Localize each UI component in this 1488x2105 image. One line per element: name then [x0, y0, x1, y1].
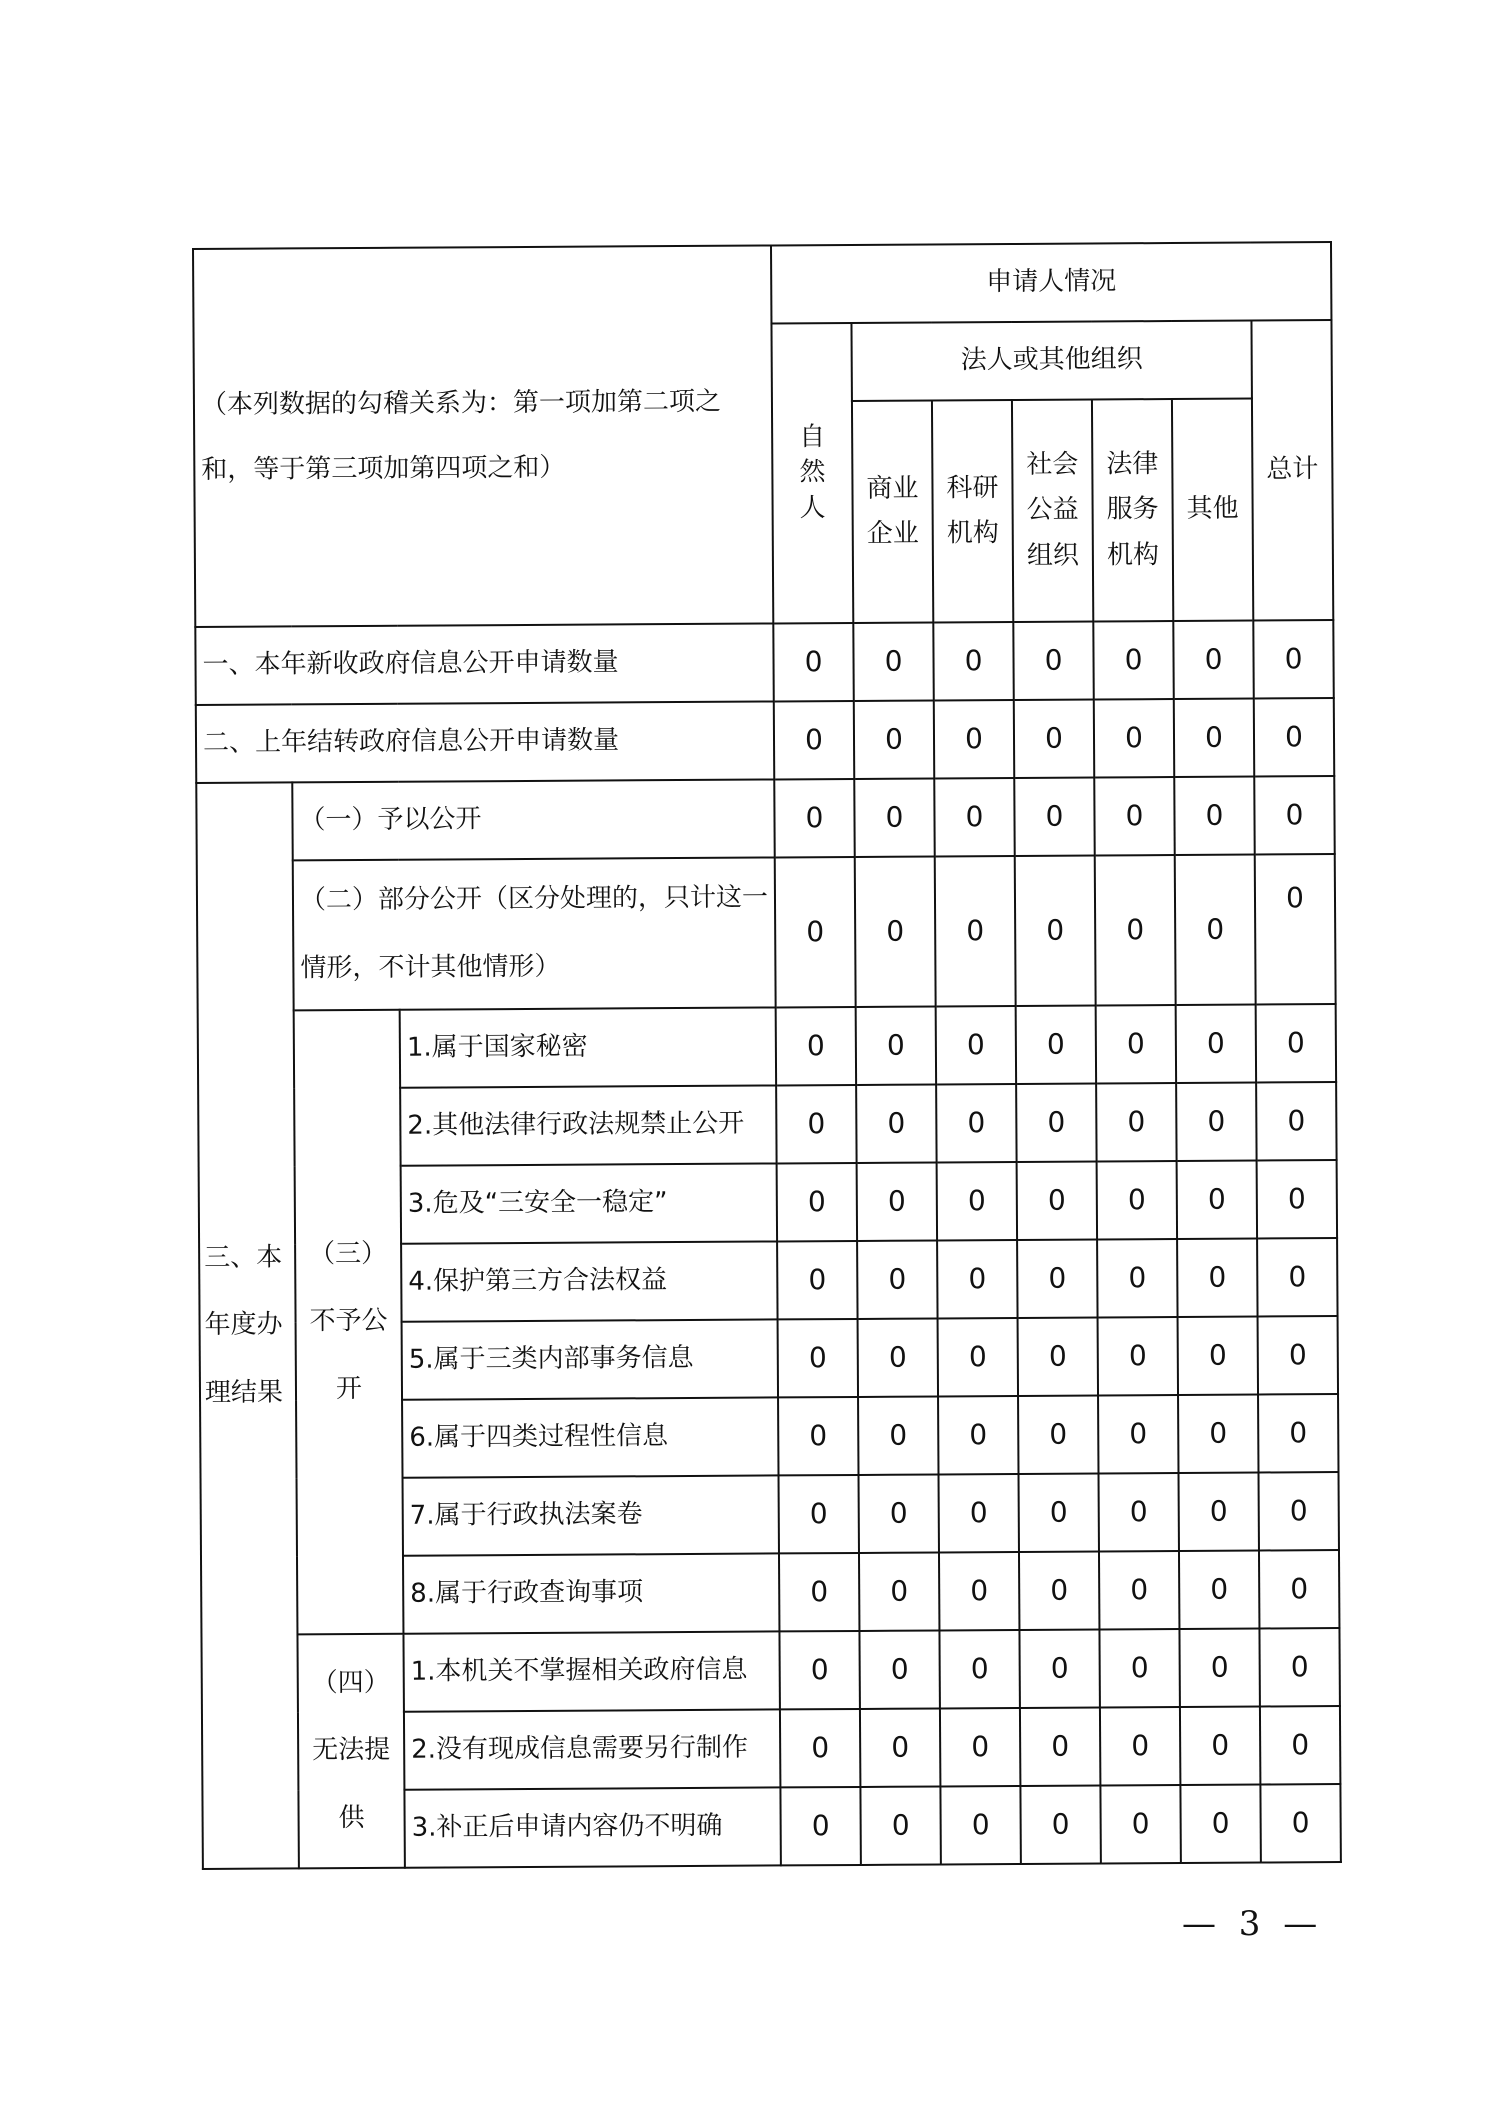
cell-value: 0 [1015, 855, 1096, 1005]
cell-value: 0 [1255, 854, 1336, 1004]
cell-value: 0 [940, 1708, 1020, 1786]
cell-value: 0 [1014, 699, 1094, 777]
cell-value: 0 [780, 1709, 860, 1787]
cell-value: 0 [1260, 1706, 1340, 1784]
cell-value: 0 [937, 1240, 1017, 1318]
cell-value: 0 [779, 1475, 859, 1553]
public-welfare-header: 社会公益组织 [1012, 400, 1093, 622]
cell-value: 0 [1018, 1317, 1098, 1395]
row-label: 二、上年结转政府信息公开申请数量 [196, 701, 774, 783]
cell-value: 0 [935, 856, 1016, 1006]
row-label: 1.本机关不掌握相关政府信息 [403, 1631, 780, 1711]
cell-value: 0 [1098, 1317, 1178, 1395]
table-row [196, 776, 1334, 861]
cell-value: 0 [1254, 776, 1334, 854]
cell-value: 0 [777, 1163, 857, 1241]
cell-value: 0 [778, 1397, 858, 1475]
cell-value: 0 [1019, 1551, 1099, 1629]
cell-value: 0 [859, 1630, 939, 1708]
cell-value: 0 [1177, 1161, 1257, 1239]
cell-value: 0 [774, 701, 854, 779]
cell-value: 0 [1253, 620, 1333, 698]
cell-value: 0 [934, 700, 1014, 778]
cell-value: 0 [774, 779, 854, 857]
cell-value: 0 [778, 1319, 858, 1397]
cell-value: 0 [1173, 621, 1253, 699]
row-label: 3.补正后申请内容仍不明确 [404, 1787, 781, 1867]
row-label: 2.其他法律行政法规禁止公开 [400, 1085, 777, 1165]
cell-value: 0 [858, 1318, 938, 1396]
table-row [198, 1004, 1336, 1089]
cell-value: 0 [1259, 1550, 1339, 1628]
cell-value: 0 [856, 1084, 936, 1162]
table-row [197, 854, 1336, 1011]
cell-value: 0 [1016, 1005, 1096, 1083]
applicant-header: 申请人情况 [771, 242, 1331, 323]
cell-value: 0 [936, 1084, 1016, 1162]
cell-value: 0 [1016, 1083, 1096, 1161]
cell-value: 0 [938, 1318, 1018, 1396]
cell-value: 0 [853, 622, 933, 700]
cell-value: 0 [857, 1240, 937, 1318]
cell-value: 0 [1017, 1161, 1097, 1239]
cell-value: 0 [1099, 1551, 1179, 1629]
row-label: 一、本年新收政府信息公开申请数量 [195, 623, 773, 705]
row-label: 1.属于国家秘密 [400, 1007, 777, 1087]
cell-value: 0 [1014, 777, 1094, 855]
legal-service-header: 法律服务机构 [1092, 399, 1173, 621]
cell-value: 0 [1179, 1629, 1259, 1707]
cell-value: 0 [1018, 1395, 1098, 1473]
commercial-enterprise-header: 商业企业 [852, 400, 933, 622]
section-three-label: 三、本年度办理结果 [196, 782, 299, 1869]
table-row [201, 1628, 1339, 1713]
cell-value: 0 [1258, 1394, 1338, 1472]
cell-value: 0 [934, 778, 1014, 856]
cell-value: 0 [940, 1786, 1020, 1864]
group-unavailable-label: （四）无法提供 [297, 1634, 404, 1869]
cell-value: 0 [1178, 1317, 1258, 1395]
cell-value: 0 [780, 1787, 860, 1865]
cell-value: 0 [1256, 1082, 1336, 1160]
row-label: （二）部分公开（区分处理的，只计这一情形，不计其他情形） [293, 857, 776, 1010]
cell-value: 0 [1180, 1707, 1260, 1785]
row-label: 5.属于三类内部事务信息 [402, 1319, 779, 1399]
row-label: （一）予以公开 [292, 779, 774, 860]
cell-value: 0 [857, 1162, 937, 1240]
cell-value: 0 [854, 778, 934, 856]
cell-value: 0 [1180, 1785, 1260, 1863]
cell-value: 0 [938, 1396, 1018, 1474]
relation-note: （本列数据的勾稽关系为：第一项加第二项之和，等于第三项加第四项之和） [193, 245, 773, 627]
table-row [196, 698, 1334, 783]
cell-value: 0 [1254, 698, 1334, 776]
cell-value: 0 [1179, 1551, 1259, 1629]
group-withheld-label: （三）不予公开 [294, 1010, 404, 1635]
cell-value: 0 [937, 1162, 1017, 1240]
cell-value: 0 [1020, 1707, 1100, 1785]
cell-value: 0 [1099, 1473, 1179, 1551]
legal-entity-header: 法人或其他组织 [852, 321, 1252, 401]
row-label: 8.属于行政查询事项 [403, 1553, 780, 1633]
row-label: 4.保护第三方合法权益 [401, 1241, 778, 1321]
cell-value: 0 [936, 1006, 1016, 1084]
cell-value: 0 [1020, 1785, 1100, 1863]
cell-value: 0 [939, 1474, 1019, 1552]
cell-value: 0 [860, 1708, 940, 1786]
cell-value: 0 [859, 1552, 939, 1630]
cell-value: 0 [1174, 699, 1254, 777]
table-row [195, 620, 1333, 705]
cell-value: 0 [1257, 1160, 1337, 1238]
research-institution-header: 科研机构 [932, 400, 1013, 622]
cell-value: 0 [933, 622, 1013, 700]
cell-value: 0 [1097, 1161, 1177, 1239]
cell-value: 0 [779, 1553, 859, 1631]
cell-value: 0 [1257, 1238, 1337, 1316]
cell-value: 0 [1099, 1629, 1179, 1707]
cell-value: 0 [1175, 855, 1256, 1005]
cell-value: 0 [854, 700, 934, 778]
cell-value: 0 [1019, 1629, 1099, 1707]
cell-value: 0 [1098, 1395, 1178, 1473]
cell-value: 0 [776, 1007, 856, 1085]
cell-value: 0 [1177, 1239, 1257, 1317]
cell-value: 0 [856, 1006, 936, 1084]
cell-value: 0 [1100, 1707, 1180, 1785]
cell-value: 0 [855, 856, 936, 1006]
cell-value: 0 [1017, 1239, 1097, 1317]
other-header: 其他 [1172, 399, 1253, 621]
cell-value: 0 [858, 1396, 938, 1474]
cell-value: 0 [1259, 1472, 1339, 1550]
cell-value: 0 [859, 1474, 939, 1552]
cell-value: 0 [1095, 855, 1176, 1005]
cell-value: 0 [1096, 1083, 1176, 1161]
cell-value: 0 [1094, 699, 1174, 777]
cell-value: 0 [1096, 1005, 1176, 1083]
cell-value: 0 [1019, 1473, 1099, 1551]
page-number: — 3 — [1182, 1904, 1324, 1944]
row-label: 6.属于四类过程性信息 [402, 1397, 779, 1477]
cell-value: 0 [773, 623, 853, 701]
cell-value: 0 [1013, 622, 1093, 700]
cell-value: 0 [1174, 777, 1254, 855]
row-label: 2.没有现成信息需要另行制作 [404, 1709, 781, 1789]
disclosure-statistics-table [192, 241, 1342, 1870]
cell-value: 0 [776, 1085, 856, 1163]
cell-value: 0 [777, 1241, 857, 1319]
cell-value: 0 [1256, 1004, 1336, 1082]
cell-value: 0 [1260, 1784, 1340, 1862]
cell-value: 0 [775, 857, 856, 1007]
cell-value: 0 [1100, 1785, 1180, 1863]
cell-value: 0 [1094, 777, 1174, 855]
cell-value: 0 [1258, 1316, 1338, 1394]
cell-value: 0 [779, 1631, 859, 1709]
cell-value: 0 [1097, 1239, 1177, 1317]
row-label: 3.危及“三安全一稳定” [401, 1163, 778, 1243]
cell-value: 0 [1259, 1628, 1339, 1706]
total-header: 总计 [1251, 320, 1333, 620]
cell-value: 0 [1178, 1395, 1258, 1473]
cell-value: 0 [939, 1630, 1019, 1708]
cell-value: 0 [1179, 1473, 1259, 1551]
cell-value: 0 [860, 1786, 940, 1864]
cell-value: 0 [1093, 621, 1173, 699]
cell-value: 0 [1176, 1083, 1256, 1161]
natural-person-header: 自然人 [772, 323, 854, 623]
cell-value: 0 [939, 1552, 1019, 1630]
row-label: 7.属于行政执法案卷 [403, 1475, 780, 1555]
cell-value: 0 [1176, 1005, 1256, 1083]
